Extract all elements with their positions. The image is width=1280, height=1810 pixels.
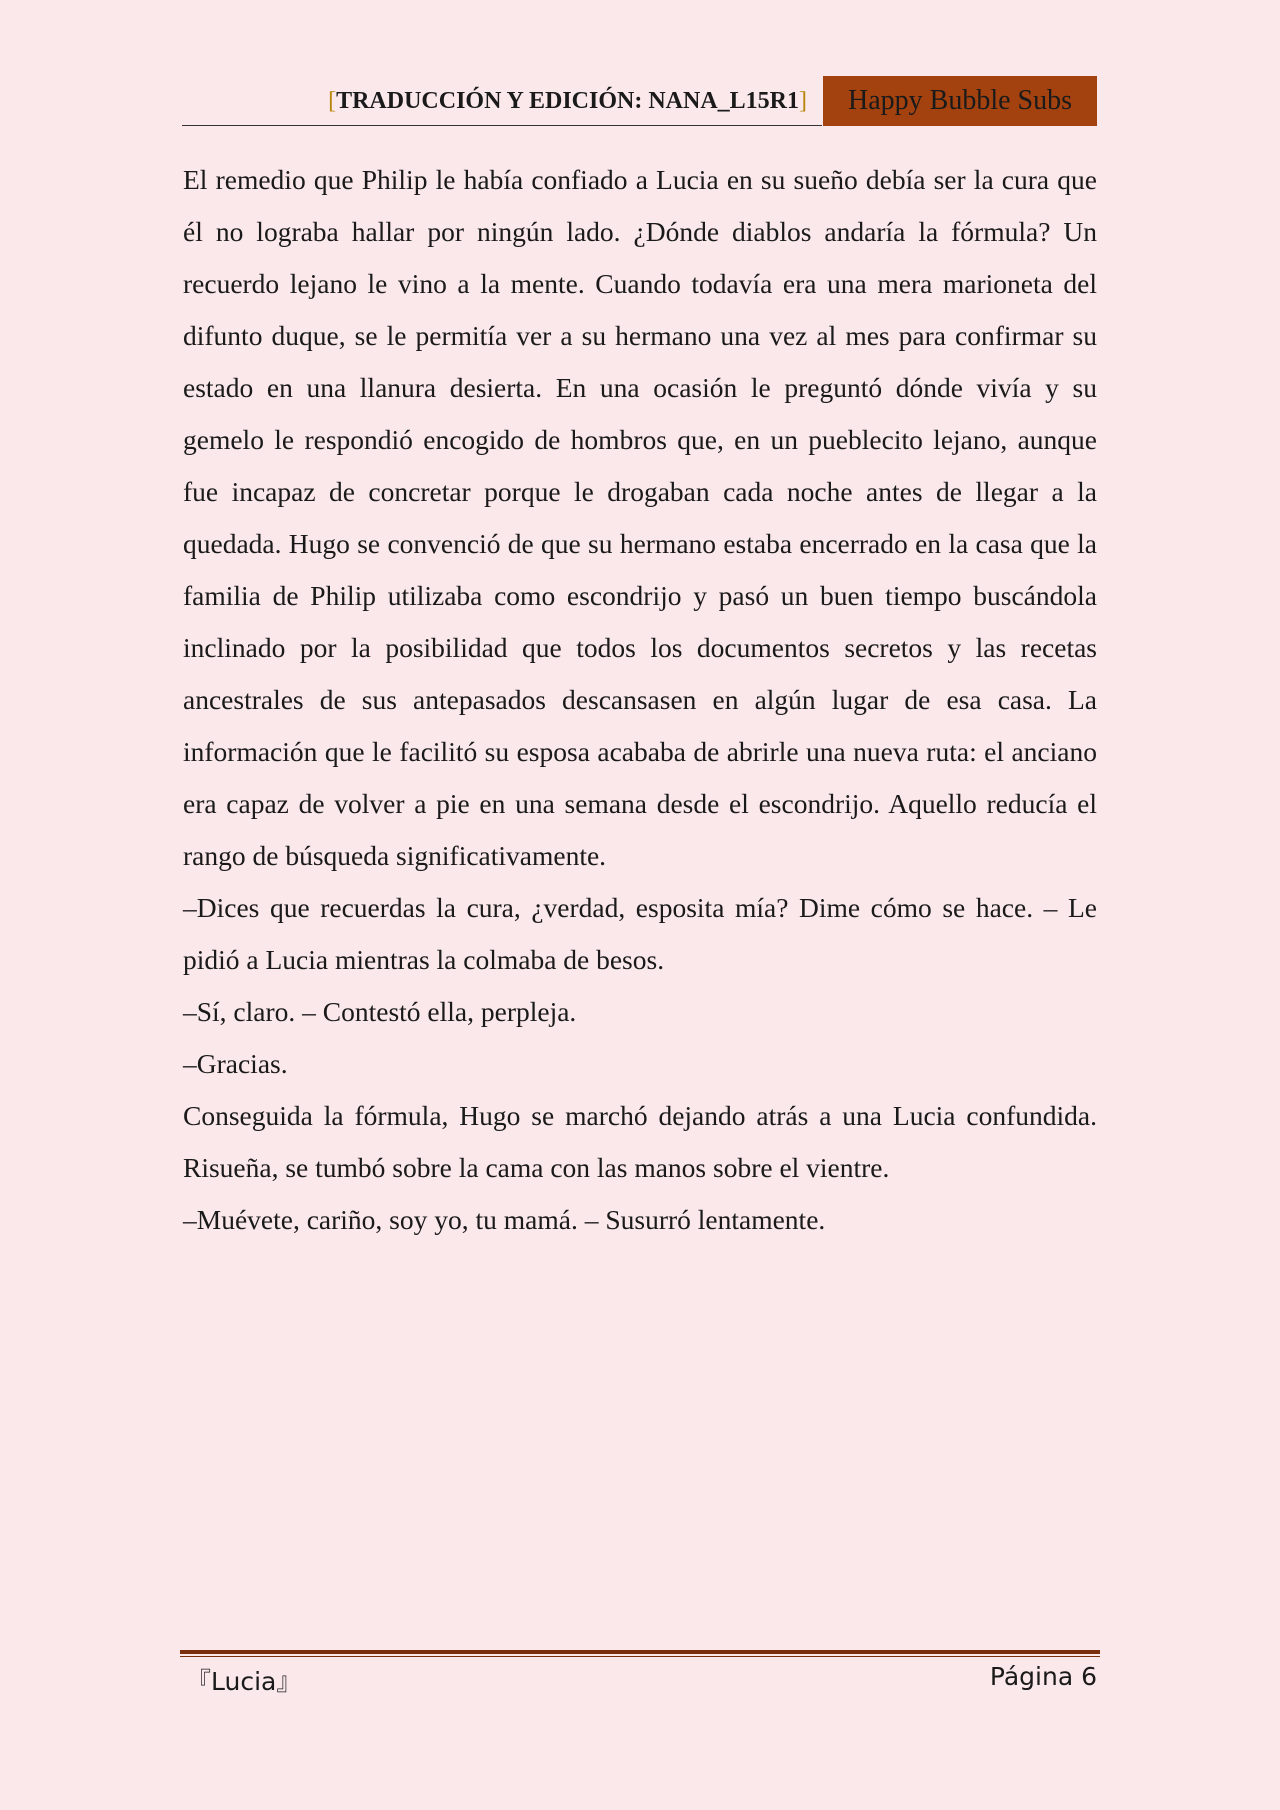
credit-bracket-close: ] bbox=[799, 88, 807, 114]
paragraph-3: –Sí, claro. – Contestó ella, perpleja. bbox=[183, 996, 577, 1027]
translation-credit bbox=[328, 88, 807, 115]
footer-title: 『Lucia』 bbox=[186, 1667, 302, 1696]
paragraph-1: El remedio que Philip le había confiado a Lucia en su sueño debía ser la cura que él no lograba hallar por ningún lado. ¿Dónde diablos andaría la fórmula? Un recuerdo lejano le vino a la mente. Cuando todavía era una mera marioneta del difunto duque, se le permitía ver a su hermano una vez al mes para confirmar su estado en una llanura desierta. En una ocasión le preguntó dónde vivía y su gemelo le respondió encogido de hombros que, en un pueblecito lejano, aunque fue incapaz de concretar porque le drogaban cada noche antes de llegar a la quedada. Hugo se convenció de que su hermano estaba encerrado en la casa que la familia de Philip utilizaba como escondrijo y pasó un buen tiempo buscándola inclinado por la posibilidad que todos los documentos secretos y las recetas ancestrales de sus antepasados descansasen en algún lugar de esa casa. La información que le facilitó su esposa acababa de abrirle una nueva ruta: el anciano era capaz de volver a pie en una semana desde el escondrijo. Aquello reducía el rango de búsqueda significativamente. bbox=[183, 164, 1097, 871]
paragraph-2: –Dices que recuerdas la cura, ¿verdad, esposita mía? Dime cómo se hace. – Le pidió a Lucia mientras la colmaba de besos. bbox=[183, 892, 1097, 975]
body-text bbox=[183, 154, 1097, 1246]
credit-bracket-open: [ bbox=[328, 88, 337, 114]
paragraph-6: –Muévete, cariño, soy yo, tu mamá. – Susurró lentamente. bbox=[183, 1204, 826, 1235]
credit-text: TRADUCCIÓN Y EDICIÓN: NANA_L15R1 bbox=[336, 88, 799, 114]
footer-rule bbox=[180, 1650, 1100, 1657]
page-number: Página 6 bbox=[989, 1662, 1097, 1691]
group-badge: Happy Bubble Subs bbox=[823, 76, 1097, 126]
paragraph-5: Conseguida la fórmula, Hugo se marchó dejando atrás a una Lucia confundida. Risueña, se tumbó sobre la cama con las manos sobre el vientre. bbox=[183, 1100, 1097, 1183]
header-rule bbox=[182, 125, 822, 126]
page-header bbox=[182, 76, 1097, 126]
paragraph-4: –Gracias. bbox=[183, 1048, 288, 1079]
